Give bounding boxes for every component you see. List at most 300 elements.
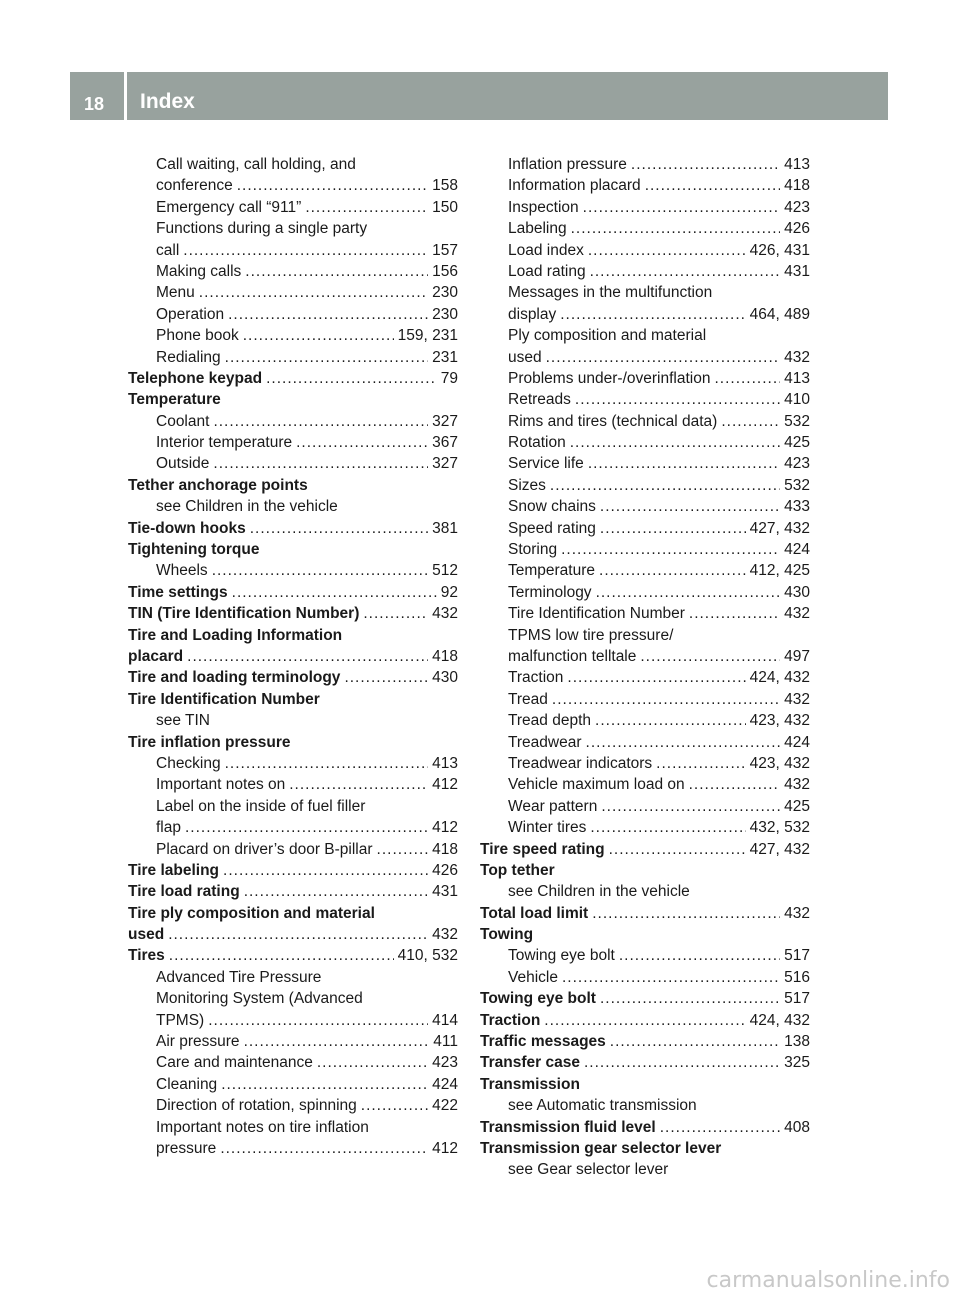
entry-text: Placard on driver’s door B-pillar <box>156 840 373 858</box>
dot-leader <box>645 175 780 196</box>
entry-page-ref: 412 <box>432 1139 458 1157</box>
dot-leader <box>590 817 745 838</box>
index-subentry <box>128 753 458 774</box>
dot-leader <box>656 753 746 774</box>
index-subentry <box>128 218 458 239</box>
entry-text: see Children in the vehicle <box>156 498 338 516</box>
entry-text: see Children in the vehicle <box>508 883 690 901</box>
entry-page-ref: 464, 489 <box>749 305 810 323</box>
dot-leader <box>588 240 746 261</box>
entry-page-ref: 424, 432 <box>749 1011 810 1029</box>
dot-leader <box>244 881 428 902</box>
index-subentry <box>480 282 810 303</box>
index-subentry <box>480 539 810 560</box>
dot-leader <box>596 582 781 603</box>
entry-page-ref: 430 <box>432 669 458 687</box>
entry-text: Inspection <box>508 198 579 216</box>
dot-leader <box>562 967 780 988</box>
index-subentry <box>480 774 810 795</box>
entry-text: pressure <box>156 1139 217 1157</box>
index-entry <box>480 1117 810 1138</box>
entry-page-ref: 408 <box>784 1118 810 1136</box>
dot-leader <box>244 1031 430 1052</box>
entry-text: Sizes <box>508 476 546 494</box>
dot-leader <box>266 368 437 389</box>
entry-page-ref: 138 <box>784 1033 810 1051</box>
dot-leader <box>584 1052 780 1073</box>
index-subentry <box>480 1159 810 1180</box>
dot-leader <box>250 518 428 539</box>
index-entry <box>128 539 458 560</box>
entry-page-ref: 412, 425 <box>749 562 810 580</box>
dot-leader <box>550 475 780 496</box>
dot-leader <box>228 304 428 325</box>
index-subentry <box>480 1095 810 1116</box>
dot-leader <box>213 453 428 474</box>
index-subentry <box>480 710 810 731</box>
page-number: 18 <box>84 94 105 114</box>
entry-page-ref: 427, 432 <box>749 519 810 537</box>
entry-text: call <box>156 241 180 259</box>
entry-text: Traction <box>508 669 564 687</box>
entry-text: Temperature <box>508 562 596 580</box>
entry-text: Tether anchorage points <box>128 476 308 494</box>
index-entry <box>128 881 458 902</box>
index-entry <box>128 732 458 753</box>
entry-text: Redialing <box>156 348 221 366</box>
dot-leader <box>185 817 428 838</box>
index-subentry <box>128 175 458 196</box>
index-entry <box>128 389 458 410</box>
entry-text: Transmission fluid level <box>480 1118 656 1136</box>
dot-leader <box>600 496 780 517</box>
entry-page-ref: 432, 532 <box>749 819 810 837</box>
entry-page-ref: 418 <box>784 177 810 195</box>
entry-page-ref: 367 <box>432 434 458 452</box>
entry-text: Call waiting, call holding, and <box>156 156 356 173</box>
entry-text: placard <box>128 647 184 665</box>
entry-text: Transfer case <box>480 1054 580 1072</box>
entry-page-ref: 92 <box>440 583 458 601</box>
entry-text: used <box>128 926 165 944</box>
index-subentry <box>480 689 810 710</box>
entry-text: Tire speed rating <box>480 840 605 858</box>
entry-page-ref: 427, 432 <box>749 840 810 858</box>
entry-text: Tie-down hooks <box>128 519 246 537</box>
index-subentry <box>480 625 810 646</box>
entry-text: Tire load rating <box>128 883 240 901</box>
dot-leader <box>714 368 780 389</box>
entry-text: Treadwear <box>508 733 582 751</box>
index-subentry <box>128 453 458 474</box>
dot-leader <box>208 1010 428 1031</box>
index-subentry <box>480 453 810 474</box>
index-subentry <box>128 261 458 282</box>
dot-leader <box>567 667 745 688</box>
entry-text: TIN (Tire Identification Number) <box>128 605 360 623</box>
entry-text: Winter tires <box>508 819 587 837</box>
entry-page-ref: 413 <box>784 156 810 173</box>
dot-leader <box>187 646 428 667</box>
entry-page-ref: 230 <box>432 284 458 302</box>
entry-page-ref: 411 <box>433 1033 458 1051</box>
dot-leader <box>245 261 428 282</box>
entry-text: Vehicle maximum load on <box>508 776 685 794</box>
index-subentry <box>480 304 810 325</box>
entry-page-ref: 497 <box>784 647 810 665</box>
entry-page-ref: 412 <box>432 776 458 794</box>
index-subentry <box>480 325 810 346</box>
entry-page-ref: 516 <box>784 968 810 986</box>
entry-text: Transmission <box>480 1075 580 1093</box>
index-entry <box>128 689 458 710</box>
index-subentry <box>480 518 810 539</box>
dot-leader <box>592 903 780 924</box>
entry-page-ref: 79 <box>440 369 458 387</box>
dot-leader <box>571 218 781 239</box>
dot-leader <box>619 945 780 966</box>
entry-page-ref: 413 <box>784 369 810 387</box>
dot-leader <box>183 240 428 261</box>
index-entry <box>128 924 458 945</box>
page-title: Index <box>140 90 195 113</box>
entry-text: Terminology <box>508 583 592 601</box>
entry-text: Towing eye bolt <box>480 990 596 1008</box>
dot-leader <box>223 860 428 881</box>
index-subentry <box>128 839 458 860</box>
index-entry <box>480 839 810 860</box>
entry-text: Wear pattern <box>508 797 598 815</box>
entry-text: Operation <box>156 305 225 323</box>
entry-page-ref: 325 <box>784 1054 810 1072</box>
index-subentry <box>480 796 810 817</box>
entry-text: Rotation <box>508 434 566 452</box>
entry-text: Problems under-/overinflation <box>508 369 711 387</box>
entry-page-ref: 432 <box>784 605 810 623</box>
dot-leader <box>317 1052 428 1073</box>
dot-leader <box>689 603 780 624</box>
entry-page-ref: 423 <box>784 198 810 216</box>
dot-leader <box>601 796 780 817</box>
entry-text: Interior temperature <box>156 434 293 452</box>
index-subentry <box>128 197 458 218</box>
entry-text: Tire Identification Number <box>128 690 320 708</box>
index-subentry <box>480 261 810 282</box>
entry-text: Rims and tires (technical data) <box>508 412 718 430</box>
index-subentry <box>128 1138 458 1159</box>
entry-page-ref: 418 <box>432 840 458 858</box>
entry-text: Tire labeling <box>128 861 220 879</box>
entry-page-ref: 425 <box>784 797 810 815</box>
entry-page-ref: 426 <box>784 220 810 238</box>
dot-leader <box>377 839 429 860</box>
entry-text: Tire and loading terminology <box>128 669 341 687</box>
entry-page-ref: 432 <box>784 776 810 794</box>
index-subentry <box>128 710 458 731</box>
entry-page-ref: 423, 432 <box>749 754 810 772</box>
index-subentry <box>480 475 810 496</box>
entry-page-ref: 432 <box>432 605 458 623</box>
entry-page-ref: 422 <box>432 1097 458 1115</box>
dot-leader <box>546 347 781 368</box>
entry-text: Top tether <box>480 861 555 879</box>
index-subentry <box>480 496 810 517</box>
entry-page-ref: 418 <box>432 647 458 665</box>
index-entry <box>128 625 458 646</box>
entry-text: Functions during a single party <box>156 220 368 238</box>
entry-page-ref: 424, 432 <box>749 669 810 687</box>
entry-text: Speed rating <box>508 519 596 537</box>
index-subentry <box>128 1010 458 1031</box>
dot-leader <box>599 560 746 581</box>
dot-leader <box>220 1138 428 1159</box>
dot-leader <box>640 646 780 667</box>
dot-leader <box>600 988 780 1009</box>
entry-text: flap <box>156 819 181 837</box>
entry-text: Tire inflation pressure <box>128 733 291 751</box>
dot-leader <box>213 411 428 432</box>
index-subentry <box>480 817 810 838</box>
index-subentry <box>480 667 810 688</box>
entry-text: Treadwear indicators <box>508 754 653 772</box>
entry-page-ref: 156 <box>432 262 458 280</box>
entry-text: Traffic messages <box>480 1033 606 1051</box>
dot-leader <box>570 432 780 453</box>
dot-leader <box>544 1010 745 1031</box>
watermark: carmanualsonline.info <box>706 1268 950 1293</box>
entry-text: Tread depth <box>508 712 592 730</box>
entry-page-ref: 432 <box>784 690 810 708</box>
entry-text: Cleaning <box>156 1075 218 1093</box>
entry-text: Tires <box>128 947 165 965</box>
dot-leader <box>344 667 428 688</box>
index-subentry <box>128 817 458 838</box>
dot-leader <box>169 945 394 966</box>
entry-page-ref: 410 <box>784 391 810 409</box>
entry-page-ref: 517 <box>784 947 810 965</box>
entry-page-ref: 433 <box>784 498 810 516</box>
index-subentry <box>480 646 810 667</box>
dot-leader <box>237 175 428 196</box>
entry-text: Messages in the multifunction <box>508 284 713 302</box>
index-entry <box>480 924 810 945</box>
entry-text: Total load limit <box>480 904 589 922</box>
dot-leader <box>610 1031 780 1052</box>
index-column-right <box>480 154 810 1181</box>
entry-text: Ply composition and material <box>508 327 707 345</box>
entry-text: display <box>508 305 557 323</box>
index-entry <box>128 646 458 667</box>
index-subentry <box>128 1052 458 1073</box>
entry-page-ref: 532 <box>784 412 810 430</box>
dot-leader <box>561 539 780 560</box>
dot-leader <box>590 261 781 282</box>
index-subentry <box>480 175 810 196</box>
entry-page-ref: 512 <box>432 562 458 580</box>
entry-text: Important notes on tire inflation <box>156 1118 369 1136</box>
entry-text: Temperature <box>128 391 221 409</box>
dot-leader <box>361 1095 428 1116</box>
index-subentry <box>128 496 458 517</box>
index-subentry <box>128 967 458 988</box>
entry-page-ref: 426 <box>432 861 458 879</box>
entry-page-ref: 532 <box>784 476 810 494</box>
index-subentry <box>128 432 458 453</box>
entry-page-ref: 432 <box>784 904 810 922</box>
index-subentry <box>480 197 810 218</box>
entry-page-ref: 517 <box>784 990 810 1008</box>
entry-text: Traction <box>480 1011 541 1029</box>
index-subentry <box>128 1095 458 1116</box>
entry-text: Inflation pressure <box>508 156 627 173</box>
index-subentry <box>128 560 458 581</box>
entry-text: Advanced Tire Pressure <box>156 968 322 986</box>
dot-leader <box>575 389 780 410</box>
dot-leader <box>221 1074 428 1095</box>
entry-page-ref: 327 <box>432 412 458 430</box>
entry-text: Wheels <box>156 562 208 580</box>
entry-text: see Gear selector lever <box>508 1161 669 1179</box>
entry-text: Snow chains <box>508 498 596 516</box>
entry-page-ref: 412 <box>432 819 458 837</box>
index-subentry <box>128 304 458 325</box>
index-subentry <box>128 240 458 261</box>
index-subentry <box>480 411 810 432</box>
dot-leader <box>595 710 746 731</box>
index-subentry <box>480 967 810 988</box>
index-entry <box>128 368 458 389</box>
index-subentry <box>480 347 810 368</box>
index-subentry <box>128 325 458 346</box>
dot-leader <box>552 689 780 710</box>
entry-page-ref: 423, 432 <box>749 712 810 730</box>
dot-leader <box>168 924 428 945</box>
dot-leader <box>689 774 781 795</box>
index-subentry <box>480 732 810 753</box>
index-entry <box>128 860 458 881</box>
entry-text: Labeling <box>508 220 567 238</box>
entry-page-ref: 423 <box>784 455 810 473</box>
entry-text: Tire Identification Number <box>508 605 685 623</box>
entry-text: Important notes on <box>156 776 286 794</box>
entry-text: Telephone keypad <box>128 369 263 387</box>
header-divider <box>124 72 127 120</box>
index-entry <box>128 903 458 924</box>
entry-page-ref: 425 <box>784 434 810 452</box>
entry-text: see Automatic transmission <box>508 1097 697 1115</box>
entry-text: TPMS low tire pressure/ <box>508 626 674 644</box>
index-entry <box>480 1138 810 1159</box>
index-subentry <box>480 432 810 453</box>
dot-leader <box>296 432 428 453</box>
entry-page-ref: 231 <box>432 348 458 366</box>
entry-page-ref: 230 <box>432 305 458 323</box>
entry-page-ref: 424 <box>432 1075 458 1093</box>
index-entry <box>480 1010 810 1031</box>
entry-text: Towing eye bolt <box>508 947 615 965</box>
entry-text: Storing <box>508 541 558 559</box>
dot-leader <box>212 560 428 581</box>
index-entry <box>480 1074 810 1095</box>
entry-page-ref: 430 <box>784 583 810 601</box>
dot-leader <box>289 774 428 795</box>
entry-text: used <box>508 348 542 366</box>
entry-text: Coolant <box>156 412 210 430</box>
entry-text: Load rating <box>508 262 586 280</box>
dot-leader <box>243 325 394 346</box>
entry-page-ref: 431 <box>784 262 810 280</box>
dot-leader <box>660 1117 780 1138</box>
index-subentry <box>128 1074 458 1095</box>
index-entry <box>480 1052 810 1073</box>
entry-page-ref: 413 <box>432 754 458 772</box>
entry-page-ref: 432 <box>784 348 810 366</box>
index-subentry <box>480 560 810 581</box>
entry-text: Emergency call “911” <box>156 198 302 216</box>
index-subentry <box>480 240 810 261</box>
entry-text: Menu <box>156 284 195 302</box>
index-subentry <box>480 945 810 966</box>
entry-page-ref: 432 <box>432 926 458 944</box>
index-subentry <box>128 347 458 368</box>
index-subentry <box>128 796 458 817</box>
index-subentry <box>128 282 458 303</box>
dot-leader <box>363 603 428 624</box>
entry-page-ref: 150 <box>432 198 458 216</box>
index-subentry <box>128 774 458 795</box>
entry-text: Label on the inside of fuel filler <box>156 797 366 815</box>
entry-text: Load index <box>508 241 584 259</box>
index-subentry <box>128 1117 458 1138</box>
index-subentry <box>128 411 458 432</box>
dot-leader <box>225 753 429 774</box>
entry-text: see TIN <box>156 712 210 730</box>
index-subentry <box>480 154 810 175</box>
entry-page-ref: 381 <box>432 519 458 537</box>
entry-text: Tire ply composition and material <box>128 904 375 922</box>
index-entry <box>480 903 810 924</box>
dot-leader <box>588 453 780 474</box>
dot-leader <box>586 732 781 753</box>
entry-text: conference <box>156 177 233 195</box>
index-entry <box>128 603 458 624</box>
index-subentry <box>480 881 810 902</box>
entry-page-ref: 431 <box>432 883 458 901</box>
index-entry <box>128 667 458 688</box>
dot-leader <box>232 582 437 603</box>
entry-text: Making calls <box>156 262 242 280</box>
entry-text: Time settings <box>128 583 228 601</box>
entry-text: Service life <box>508 455 584 473</box>
index-subentry <box>480 753 810 774</box>
entry-page-ref: 157 <box>432 241 458 259</box>
entry-text: Monitoring System (Advanced <box>156 990 363 1008</box>
entry-text: Tread <box>508 690 548 708</box>
entry-text: Towing <box>480 926 534 944</box>
entry-text: Phone book <box>156 327 239 345</box>
entry-text: Direction of rotation, spinning <box>156 1097 357 1115</box>
index-subentry <box>480 218 810 239</box>
entry-text: Information placard <box>508 177 641 195</box>
index-subentry <box>128 154 458 175</box>
entry-text: Vehicle <box>508 968 558 986</box>
entry-page-ref: 414 <box>432 1011 458 1029</box>
entry-text: Checking <box>156 754 221 772</box>
entry-text: Care and maintenance <box>156 1054 313 1072</box>
entry-page-ref: 423 <box>432 1054 458 1072</box>
index-subentry <box>480 368 810 389</box>
index-subentry <box>128 988 458 1009</box>
